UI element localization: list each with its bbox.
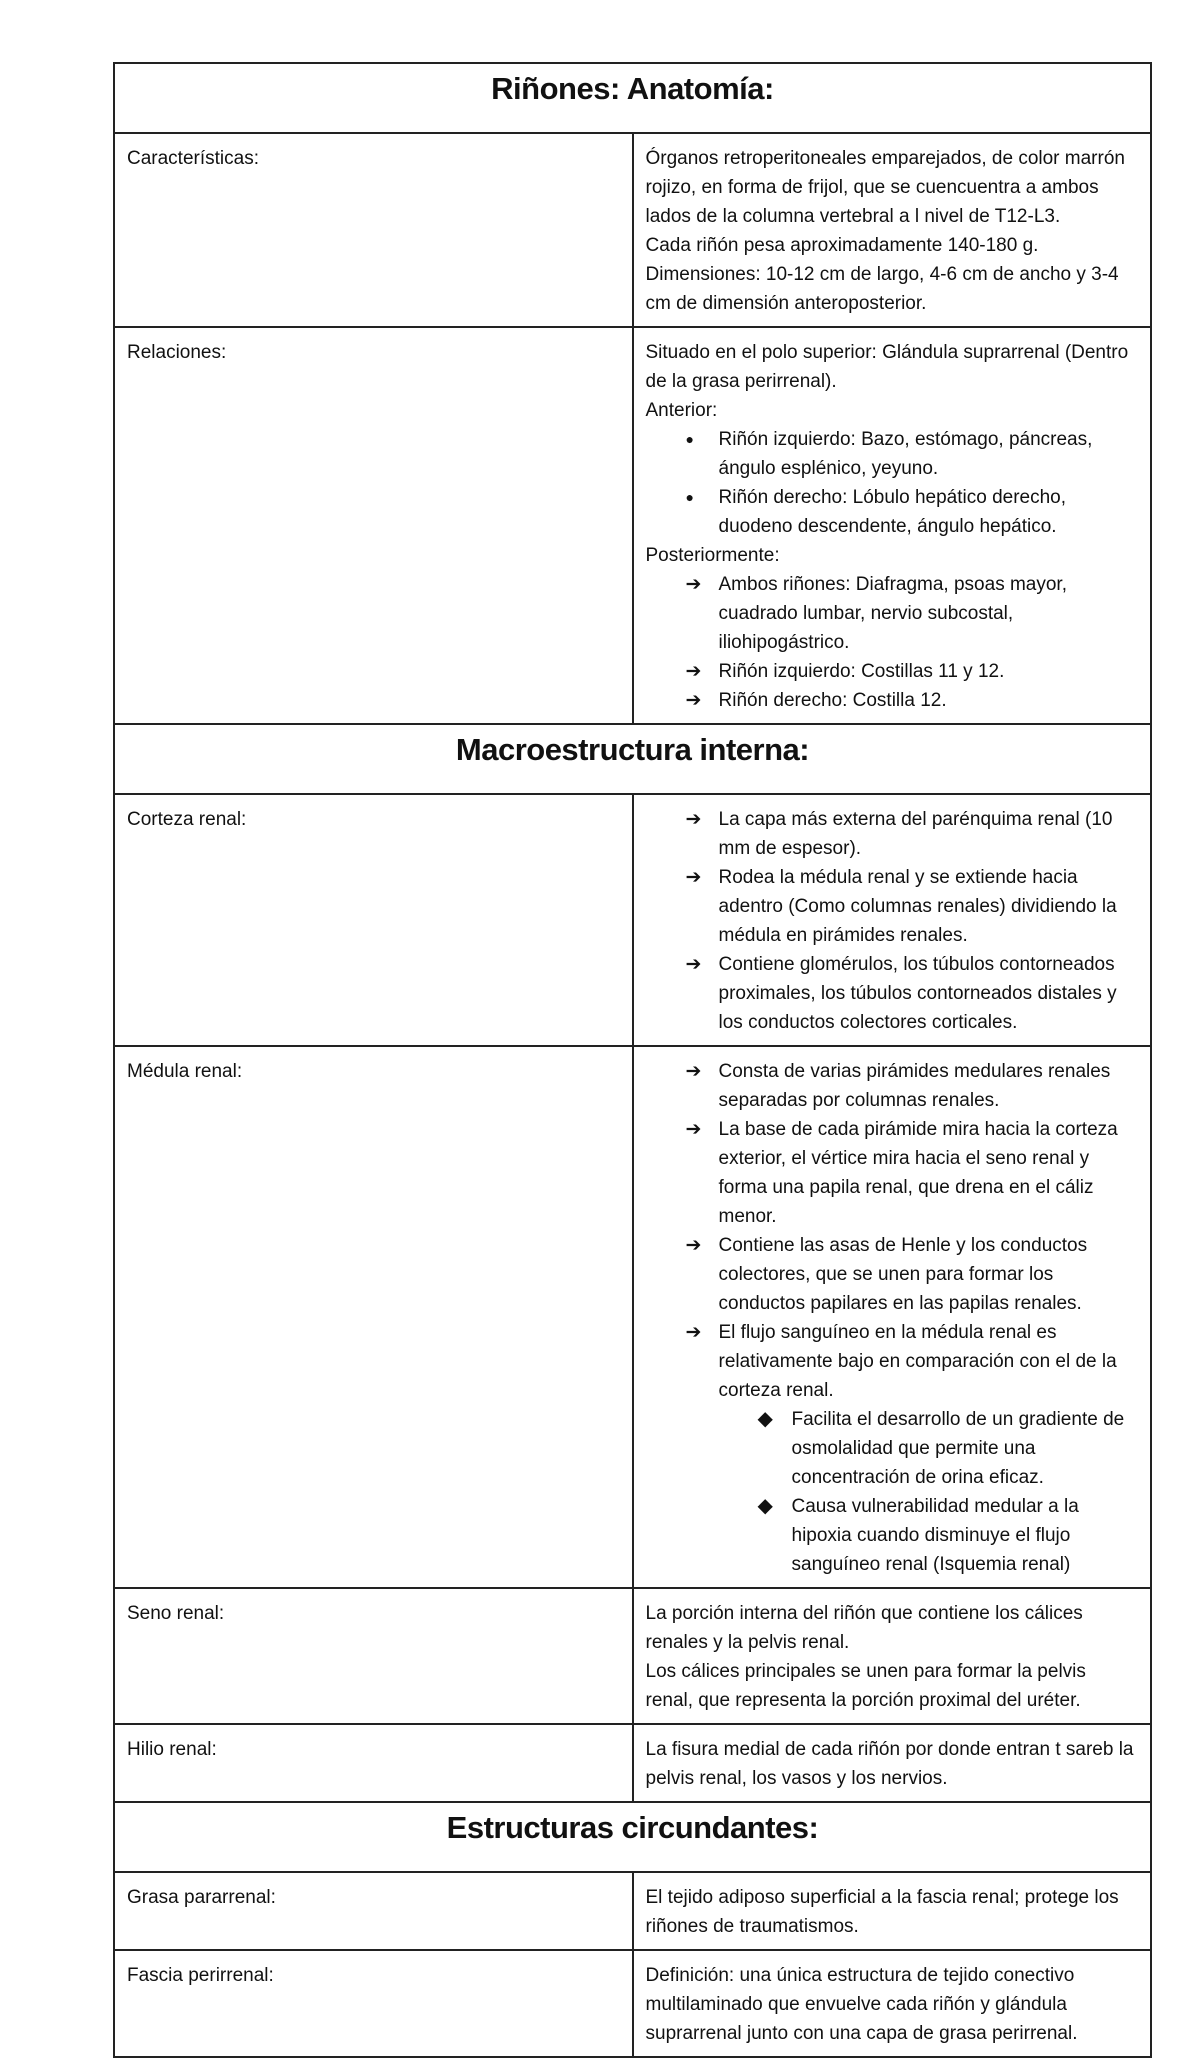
row-content-caracteristicas [633,133,1152,327]
list-item: ➔ Rodea la médula renal y se extiende hacia adentro (Como columnas renales) dividiendo la médula en pirámides renales. [646,863,1139,950]
arrow-right-icon: ➔ [685,1061,702,1082]
bullet-dot-icon: ● [685,431,694,447]
list-item: ➔ Consta de varias pirámides medulares renales separadas por columnas renales. [646,1057,1139,1115]
row-label-seno: Seno renal: [114,1588,633,1724]
list-item: ◆ Facilita el desarrollo de un gradiente de osmolalidad que permite una concentración de orina eficaz. [646,1405,1139,1492]
text-line: Órganos retroperitoneales emparejados, de color marrón rojizo, en forma de frijol, que se cuencuentra a ambos lados de la columna vertebral a l nivel de T12-L3. [645,148,1125,227]
anatomy-table [113,62,1152,2058]
text-line: Situado en el polo superior: Glándula suprarrenal (Dentro de la grasa perirrenal). [645,342,1129,392]
text-line: Cada riñón pesa aproximadamente 140-180 g. [645,235,1039,256]
list-item: ● Riñón derecho: Lóbulo hepático derecho, duodeno descendente, ángulo hepático. [646,483,1139,541]
table-row [114,1046,1151,1588]
row-content-seno [633,1588,1152,1724]
arrow-list [646,805,1139,1037]
subheading-posterior: Posteriormente: [645,545,780,566]
row-label-grasa: Grasa pararrenal: [114,1872,633,1950]
table-row [114,794,1151,1046]
arrow-right-icon: ➔ [685,690,702,711]
row-label-medula: Médula renal: [114,1046,633,1588]
row-label-caracteristicas: Características: [114,133,633,327]
arrow-right-icon: ➔ [685,1322,702,1343]
row-content-grasa: El tejido adiposo superficial a la fascia renal; protege los riñones de traumatismos. [633,1872,1152,1950]
list-item: ➔ Riñón derecho: Costilla 12. [646,686,1139,715]
section-title-anatomia: Riñones: Anatomía: [114,63,1151,133]
row-content-fascia: Definición: una única estructura de tejido conectivo multilaminado que envuelve cada riñón y glándula suprarrenal junto con una capa de grasa perirrenal. [633,1950,1152,2057]
section-title-estructuras: Estructuras circundantes: [114,1802,1151,1872]
row-content-relaciones [633,327,1152,724]
arrow-right-icon: ➔ [685,809,702,830]
row-label-fascia: Fascia perirrenal: [114,1950,633,2057]
text-line: Dimensiones: 10-12 cm de largo, 4-6 cm de ancho y 3-4 cm de dimensión anteroposterior. [645,264,1119,314]
list-item: ◆ Causa vulnerabilidad medular a la hipoxia cuando disminuye el flujo sanguíneo renal (Isquemia renal) [646,1492,1139,1579]
table-row [114,133,1151,327]
arrow-right-icon: ➔ [685,867,702,888]
list-item: ➔ La capa más externa del parénquima renal (10 mm de espesor). [646,805,1139,863]
table-row [114,1588,1151,1724]
arrow-right-icon: ➔ [685,1119,702,1140]
bullet-dot-icon: ● [685,489,694,505]
list-item: ➔ El flujo sanguíneo en la médula renal es relativamente bajo en comparación con el de la corteza renal. [646,1318,1139,1405]
table-row [114,1724,1151,1802]
row-label-relaciones: Relaciones: [114,327,633,724]
row-label-corteza: Corteza renal: [114,794,633,1046]
diamond-sublist [646,1405,1139,1579]
row-content-corteza [633,794,1152,1046]
table-row [114,327,1151,724]
list-item: ➔ Riñón izquierdo: Costillas 11 y 12. [646,657,1139,686]
bullet-list [646,425,1139,541]
diamond-bullet-icon: ◆ [757,1495,773,1517]
diamond-bullet-icon: ◆ [757,1408,773,1430]
table-row [114,1872,1151,1950]
table-row [114,1950,1151,2057]
row-content-medula [633,1046,1152,1588]
row-label-hilio: Hilio renal: [114,1724,633,1802]
row-content-hilio: La fisura medial de cada riñón por donde entran t sareb la pelvis renal, los vasos y los nervios. [633,1724,1152,1802]
list-item: ➔ Ambos riñones: Diafragma, psoas mayor, cuadrado lumbar, nervio subcostal, iliohipogástrico. [646,570,1139,657]
text-line: La porción interna del riñón que contiene los cálices renales y la pelvis renal. [645,1603,1083,1653]
arrow-list [646,570,1139,715]
list-item: ➔ Contiene glomérulos, los túbulos contorneados proximales, los túbulos contorneados distales y los conductos colectores corticales. [646,950,1139,1037]
arrow-right-icon: ➔ [685,661,702,682]
arrow-list [646,1057,1139,1405]
list-item: ➔ La base de cada pirámide mira hacia la corteza exterior, el vértice mira hacia el seno renal y forma una papila renal, que drena en el cáliz menor. [646,1115,1139,1231]
section-title-macroestructura: Macroestructura interna: [114,724,1151,794]
subheading-anterior: Anterior: [645,400,718,421]
arrow-right-icon: ➔ [685,574,702,595]
arrow-right-icon: ➔ [685,954,702,975]
list-item: ● Riñón izquierdo: Bazo, estómago, páncreas, ángulo esplénico, yeyuno. [646,425,1139,483]
arrow-right-icon: ➔ [685,1235,702,1256]
text-line: Los cálices principales se unen para formar la pelvis renal, que representa la porción proximal del uréter. [645,1661,1086,1711]
list-item: ➔ Contiene las asas de Henle y los conductos colectores, que se unen para formar los conductos papilares en las papilas renales. [646,1231,1139,1318]
